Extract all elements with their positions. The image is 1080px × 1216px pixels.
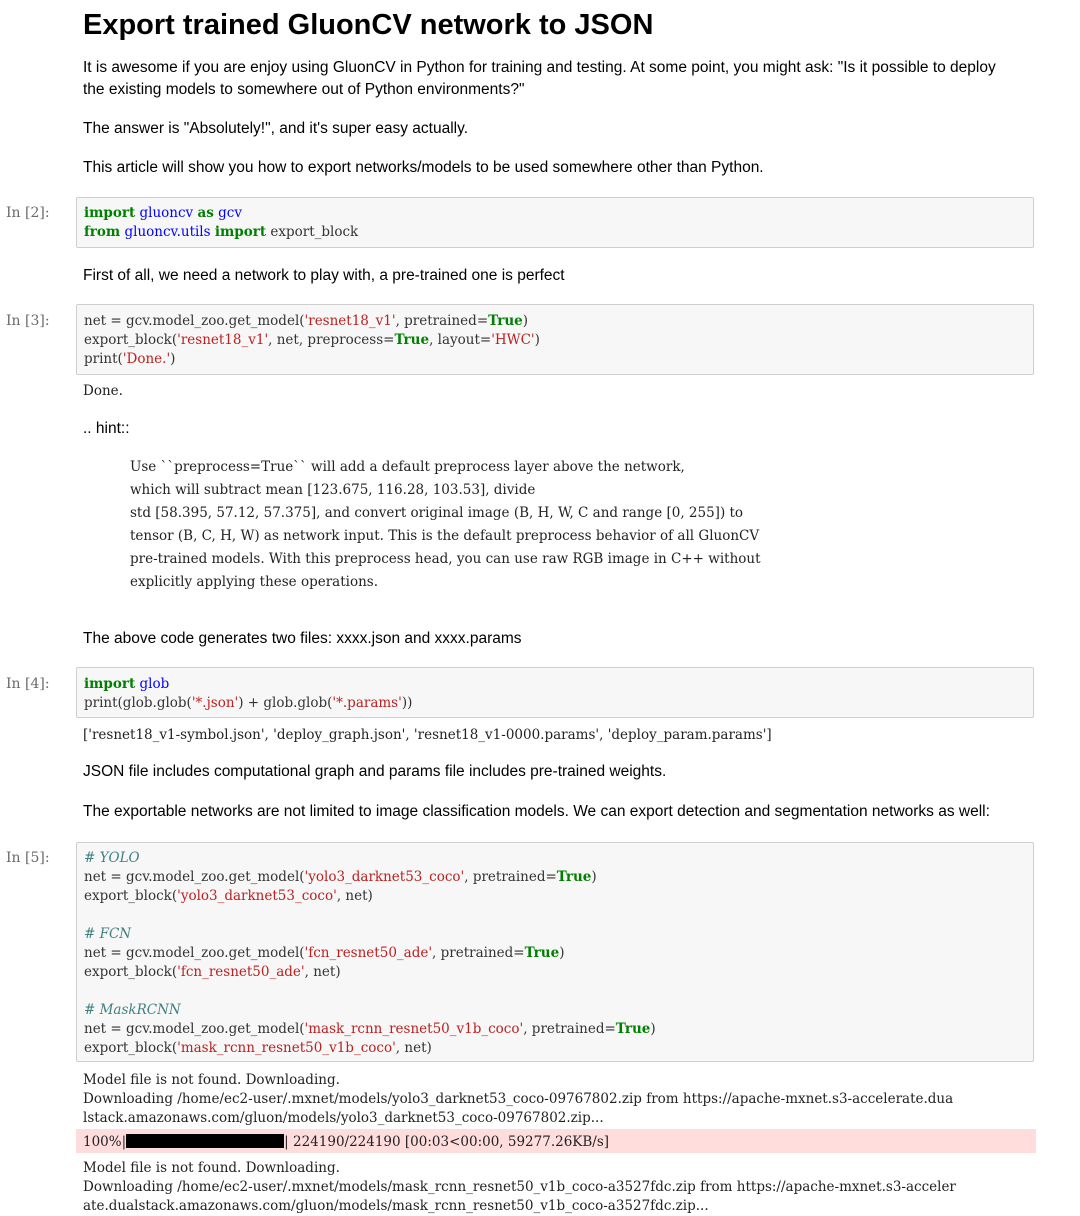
cell-3-prompt: In [3]: xyxy=(6,313,50,329)
progress-stats: | 224190/224190 [00:03<00:00, 59277.26KB/s] xyxy=(284,1134,610,1150)
intro-paragraph xyxy=(83,57,1043,101)
code-token: , layout= xyxy=(429,332,492,348)
code-token: ) xyxy=(650,1021,656,1037)
progress-percent: 100%| xyxy=(83,1134,127,1150)
article-paragraph: This article will show you how to export networks/models to be used somewhere other than Python. xyxy=(83,159,764,176)
code-token: ) xyxy=(559,945,565,961)
markdown-network-intro: First of all, we need a network to play with, a pre-trained one is perfect xyxy=(83,267,565,284)
code-token: export_block( xyxy=(84,1040,178,1056)
string-literal: 'yolo3_darknet53_coco' xyxy=(304,869,465,885)
code-token: , pretrained= xyxy=(464,869,557,885)
code-token: ) + glob.glob( xyxy=(238,695,333,711)
code-token: export_block( xyxy=(84,888,178,904)
string-literal: 'mask_rcnn_resnet50_v1b_coco' xyxy=(177,1040,396,1056)
cell-4-code xyxy=(84,675,412,713)
code-cell-2[interactable] xyxy=(76,197,1034,248)
kw-import: import xyxy=(84,205,136,221)
code-token: net = gcv.model_zoo.get_model( xyxy=(84,1021,305,1037)
kw-from: from xyxy=(84,224,121,240)
hint-line: tensor (B, C, H, W) as network input. This is the default preprocess behavior of all GluonCV xyxy=(130,528,760,544)
code-token: export_block( xyxy=(84,964,178,980)
imported-name: export_block xyxy=(270,224,359,240)
string-literal: '*.json' xyxy=(191,695,239,711)
cell-5-code xyxy=(84,849,656,1058)
markdown-exportable-networks: The exportable networks are not limited to image classification models. We can export detection and segmentation networks as well: xyxy=(83,803,990,820)
bool-literal: True xyxy=(615,1021,651,1037)
progress-line xyxy=(83,1133,609,1152)
string-literal: 'Done.' xyxy=(122,351,171,367)
cell-5-output-download-1 xyxy=(83,1071,953,1128)
code-token: , net) xyxy=(304,964,341,980)
bool-literal: True xyxy=(556,869,592,885)
answer-paragraph: The answer is "Absolutely!", and it's super easy actually. xyxy=(83,120,468,137)
string-literal: 'resnet18_v1' xyxy=(304,313,396,329)
output-line: Model file is not found. Downloading. xyxy=(83,1160,340,1176)
cell-4-output: ['resnet18_v1-symbol.json', 'deploy_graph.json', 'resnet18_v1-0000.params', 'deploy_param.params'] xyxy=(83,727,772,743)
code-cell-3[interactable] xyxy=(76,304,1034,375)
code-cell-5[interactable] xyxy=(76,842,1034,1062)
code-token: print(glob.glob( xyxy=(84,695,192,711)
hint-line: pre-trained models. With this preprocess head, you can use raw RGB image in C++ without xyxy=(130,551,761,567)
hint-line: which will subtract mean [123.675, 116.28, 103.53], divide xyxy=(130,482,536,498)
code-comment: # YOLO xyxy=(84,850,140,866)
code-token: , pretrained= xyxy=(395,313,489,329)
kw-import: import xyxy=(214,224,267,240)
code-token: ) xyxy=(170,351,176,367)
code-token: ) xyxy=(591,869,597,885)
cell-3-output: Done. xyxy=(83,383,123,399)
string-literal: 'HWC' xyxy=(491,332,535,348)
output-line: Downloading /home/ec2-user/.mxnet/models/yolo3_darknet53_coco-09767802.zip from https://apache-mxnet.s3-accelerate.dua xyxy=(83,1091,954,1107)
bool-literal: True xyxy=(488,313,523,329)
code-token: , net, preprocess= xyxy=(268,332,395,348)
code-token: net = gcv.model_zoo.get_model( xyxy=(84,945,305,961)
intro-line-1: It is awesome if you are enjoy using GluonCV in Python for training and testing. At some point, you might ask: "Is it possible to deploy xyxy=(83,59,996,76)
output-line: ate.dualstack.amazonaws.com/gluon/models/mask_rcnn_resnet50_v1b_coco-a3527fdc.zip... xyxy=(83,1198,709,1214)
output-line: lstack.amazonaws.com/gluon/models/yolo3_darknet53_coco-09767802.zip... xyxy=(83,1110,604,1126)
string-literal: 'yolo3_darknet53_coco' xyxy=(177,888,337,904)
code-token: net = gcv.model_zoo.get_model( xyxy=(84,869,305,885)
kw-import: import xyxy=(84,676,136,692)
cell-2-prompt: In [2]: xyxy=(6,205,50,221)
cell-5-prompt: In [5]: xyxy=(6,850,50,866)
code-token: net = gcv.model_zoo.get_model( xyxy=(84,313,305,329)
hint-heading: .. hint:: xyxy=(83,420,130,437)
page-title: Export trained GluonCV network to JSON xyxy=(83,9,654,41)
markdown-files-generated: The above code generates two files: xxxx.json and xxxx.params xyxy=(83,630,522,647)
code-token: , pretrained= xyxy=(432,945,525,961)
kw-as: as xyxy=(197,205,214,221)
cell-2-code xyxy=(84,204,358,242)
module-name: gluoncv xyxy=(139,205,194,221)
cell-4-prompt: In [4]: xyxy=(6,676,50,692)
progress-bar xyxy=(126,1134,284,1148)
cell-5-output-download-2 xyxy=(83,1159,956,1216)
markdown-json-description: JSON file includes computational graph and params file includes pre-trained weights. xyxy=(83,763,667,780)
output-line: Model file is not found. Downloading. xyxy=(83,1072,340,1088)
hint-block xyxy=(130,456,761,594)
cell-3-code xyxy=(84,312,540,369)
module-name: glob xyxy=(139,676,170,692)
alias-name: gcv xyxy=(218,205,242,221)
code-token: )) xyxy=(401,695,413,711)
string-literal: '*.params' xyxy=(332,695,402,711)
code-token: , net) xyxy=(336,888,373,904)
intro-line-2: the existing models to somewhere out of Python environments?" xyxy=(83,81,525,98)
code-cell-4[interactable] xyxy=(76,667,1034,718)
string-literal: 'mask_rcnn_resnet50_v1b_coco' xyxy=(304,1021,524,1037)
code-comment: # MaskRCNN xyxy=(84,1002,181,1018)
output-line: Downloading /home/ec2-user/.mxnet/models/mask_rcnn_resnet50_v1b_coco-a3527fdc.zip from https://apache-mxnet.s3-acceler xyxy=(83,1179,956,1195)
module-name: gluoncv.utils xyxy=(124,224,211,240)
code-token: ) xyxy=(534,332,540,348)
code-token: , net) xyxy=(395,1040,432,1056)
string-literal: 'fcn_resnet50_ade' xyxy=(177,964,305,980)
code-token: export_block( xyxy=(84,332,178,348)
string-literal: 'fcn_resnet50_ade' xyxy=(304,945,433,961)
hint-line: explicitly applying these operations. xyxy=(130,574,379,590)
code-comment: # FCN xyxy=(84,926,132,942)
string-literal: 'resnet18_v1' xyxy=(177,332,269,348)
code-token: , pretrained= xyxy=(523,1021,616,1037)
hint-line: std [58.395, 57.12, 57.375], and convert original image (B, H, W, C and range [0, 255]) to xyxy=(130,505,744,521)
hint-line: Use ``preprocess=True`` will add a default preprocess layer above the network, xyxy=(130,459,685,475)
code-token: ) xyxy=(522,313,529,329)
bool-literal: True xyxy=(524,945,560,961)
bool-literal: True xyxy=(394,332,430,348)
code-token: print( xyxy=(84,351,123,367)
